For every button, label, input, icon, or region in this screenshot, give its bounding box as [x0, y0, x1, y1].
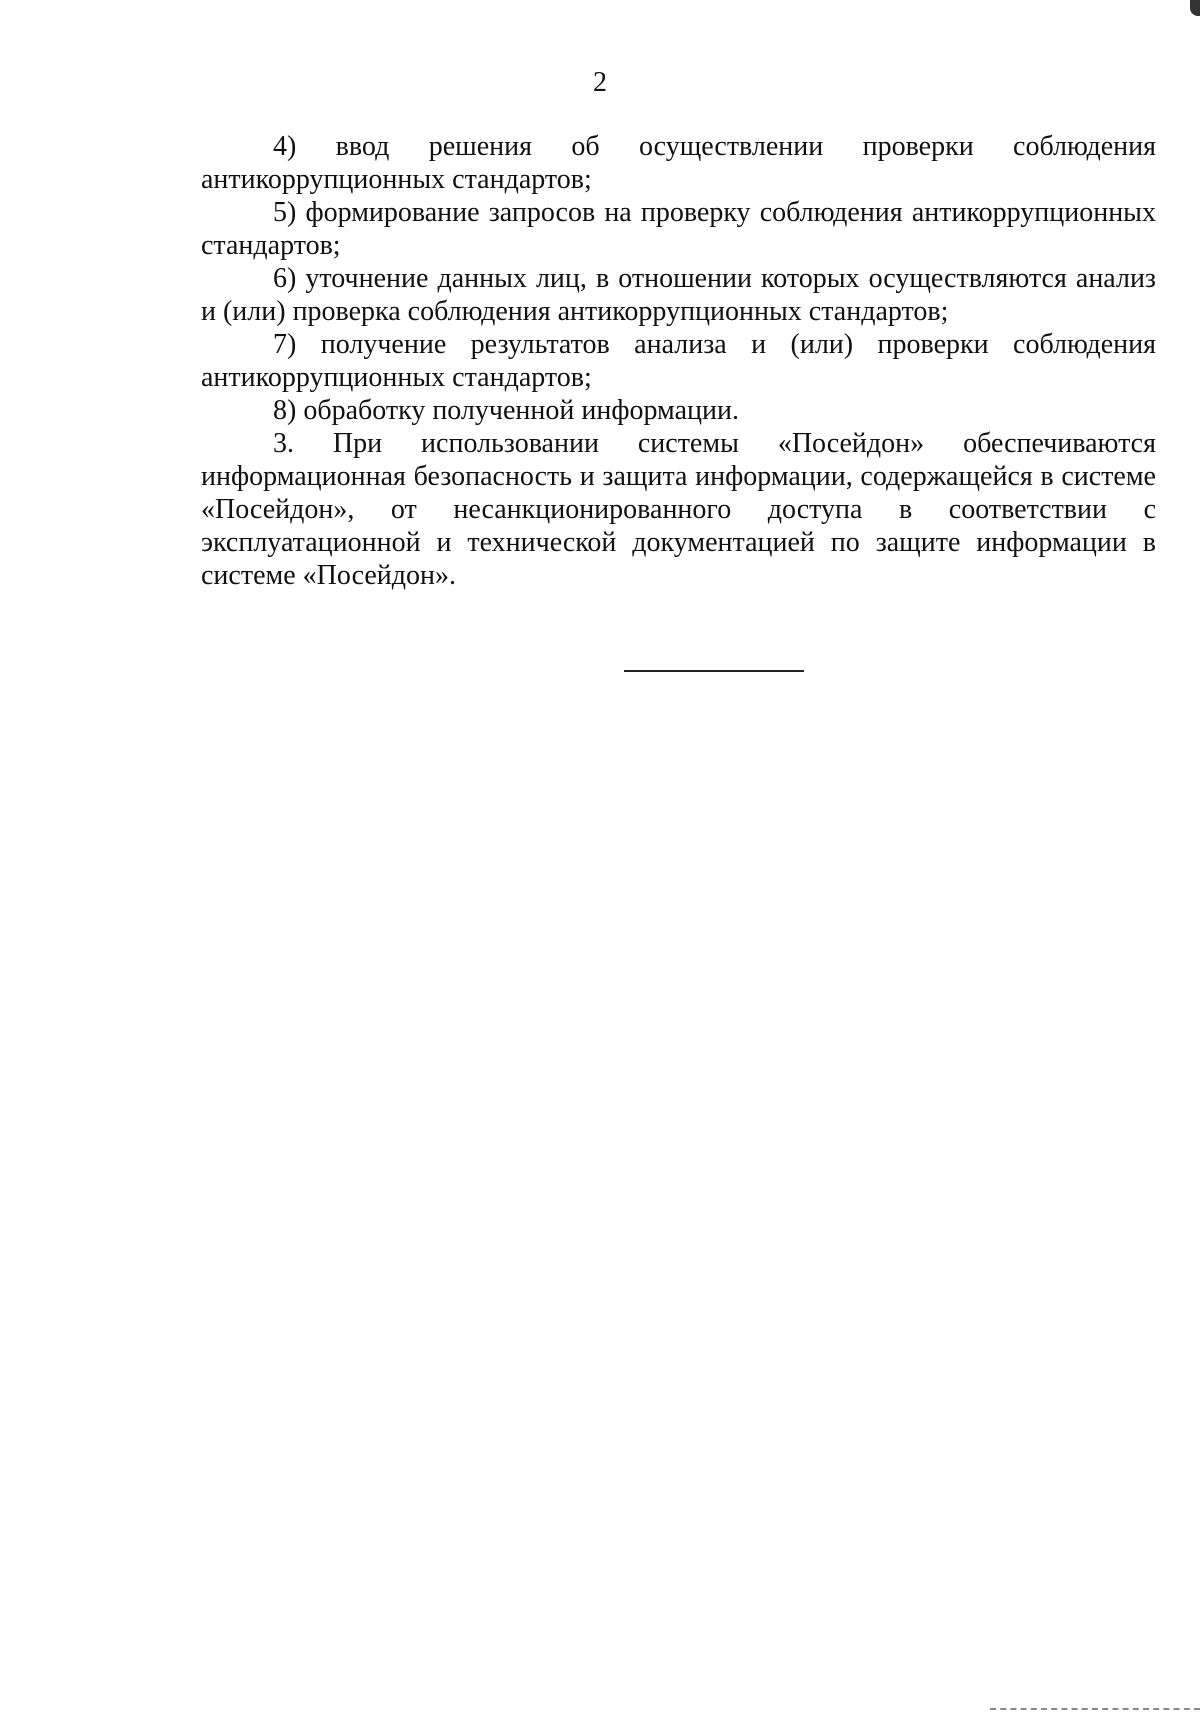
- page-number: 2: [593, 67, 607, 98]
- document-body: [201, 130, 1156, 592]
- scan-bottom-mark: [990, 1708, 1200, 1710]
- scan-edge-mark: [1190, 0, 1200, 16]
- list-item-6: 6) уточнение данных лиц, в отношении которых осуществляются анализ и (или) проверка соблюдения антикоррупционных стандартов;: [201, 263, 1156, 327]
- list-item-5: 5) формирование запросов на проверку соблюдения антикоррупционных стандартов;: [201, 197, 1156, 261]
- list-item-8: 8) обработку полученной информации.: [273, 395, 739, 426]
- list-item-4: 4) ввод решения об осуществлении проверки соблюдения антикоррупционных стандартов;: [201, 131, 1156, 195]
- section-3-paragraph: 3. При использовании системы «Посейдон» обеспечиваются информационная безопасность и защита информации, содержащейся в системе «Посейдон», от несанкционированного доступа в соответствии с эксплуатационной и технической документацией по защите информации в системе «Посейдон».: [201, 428, 1156, 591]
- list-item-7: 7) получение результатов анализа и (или) проверки соблюдения антикоррупционных стандартов;: [201, 329, 1156, 393]
- end-of-text-separator: [624, 670, 804, 672]
